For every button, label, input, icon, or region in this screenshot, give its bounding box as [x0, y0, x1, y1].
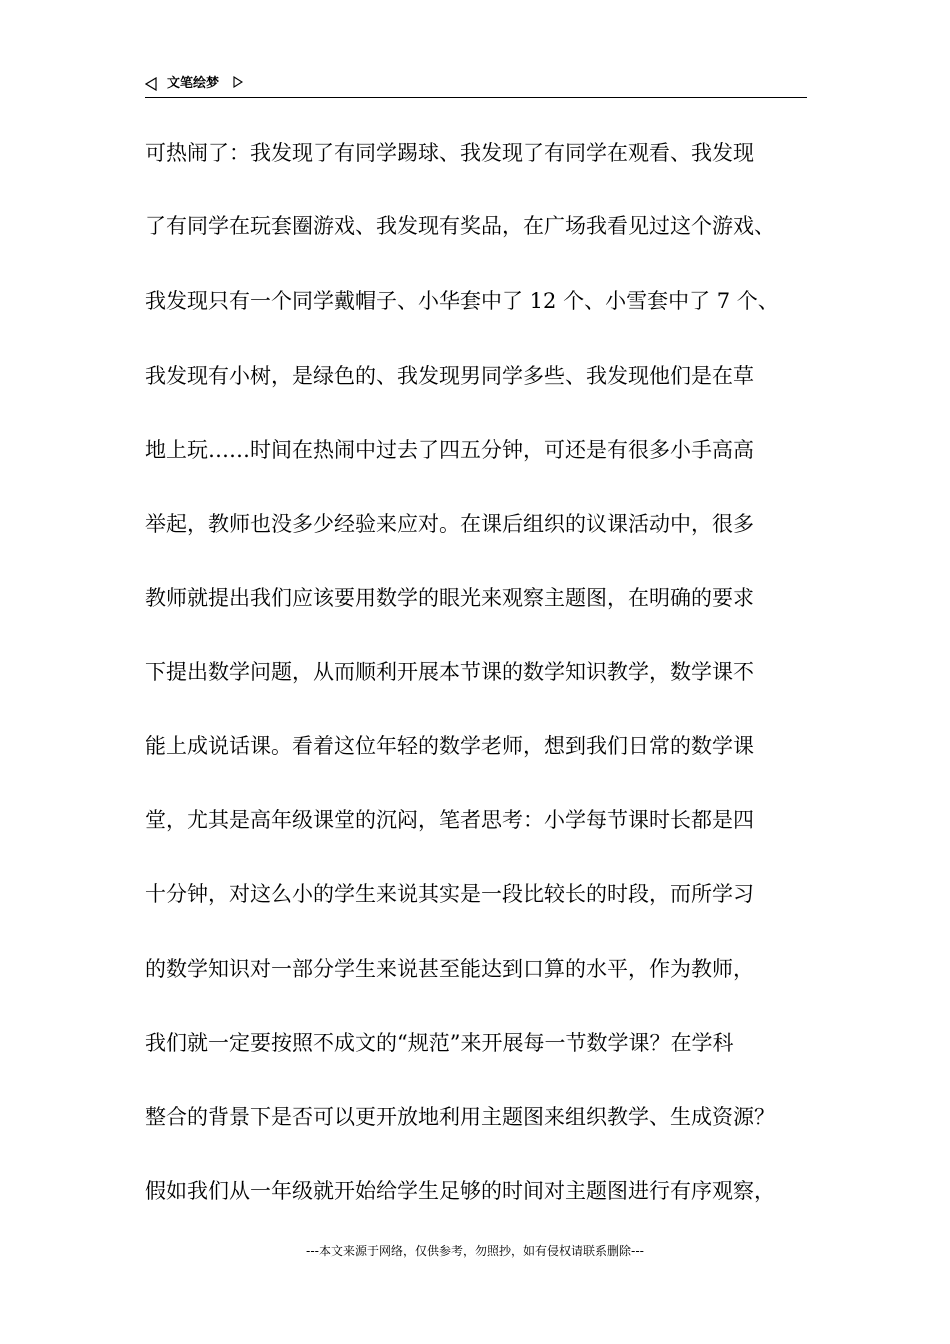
text-line: 可热闹了：我发现了有同学踢球、我发现了有同学在观看、我发现: [145, 141, 754, 165]
text-line: 堂，尤其是高年级课堂的沉闷，笔者思考：小学每节课时长都是四: [145, 808, 754, 832]
header-brand: 文笔绘梦: [167, 76, 220, 91]
text-line: 十分钟，对这么小的学生来说其实是一段比较长的时段，而所学习: [145, 882, 754, 906]
text-line: 整合的背景下是否可以更开放地利用主题图来组织教学、生成资源？: [145, 1105, 775, 1129]
text-line: 了有同学在玩套圈游戏、我发现有奖品，在广场我看见过这个游戏、: [145, 214, 775, 238]
text-line: 能上成说话课。看着这位年轻的数学老师，想到我们日常的数学课: [145, 734, 754, 758]
text-line: 举起，教师也没多少经验来应对。在课后组织的议课活动中，很多: [145, 512, 754, 536]
text-line: 我们就一定要按照不成文的“规范”来开展每一节数学课？在学科: [145, 1031, 734, 1055]
text-line: 教师就提出我们应该要用数学的眼光来观察主题图，在明确的要求: [145, 586, 754, 610]
footer-disclaimer: ---本文来源于网络，仅供参考，勿照抄，如有侵权请联系删除---: [306, 1244, 644, 1258]
text-line: 地上玩……时间在热闹中过去了四五分钟，可还是有很多小手高高: [145, 438, 754, 462]
text-line: 假如我们从一年级就开始给学生足够的时间对主题图进行有序观察，: [145, 1179, 775, 1203]
page-header: [145, 73, 807, 98]
text-line: 我发现有小树，是绿色的、我发现男同学多些、我发现他们是在草: [145, 364, 754, 388]
text-line: 的数学知识对一部分学生来说甚至能达到口算的水平，作为教师，: [145, 957, 754, 981]
triangle-right-icon: [233, 76, 243, 88]
triangle-left-icon: [145, 77, 157, 91]
text-line: 下提出数学问题，从而顺利开展本节课的数学知识教学，数学课不: [145, 660, 754, 684]
text-line: 我发现只有一个同学戴帽子、小华套中了 12 个、小雪套中了 7 个、: [145, 289, 779, 313]
